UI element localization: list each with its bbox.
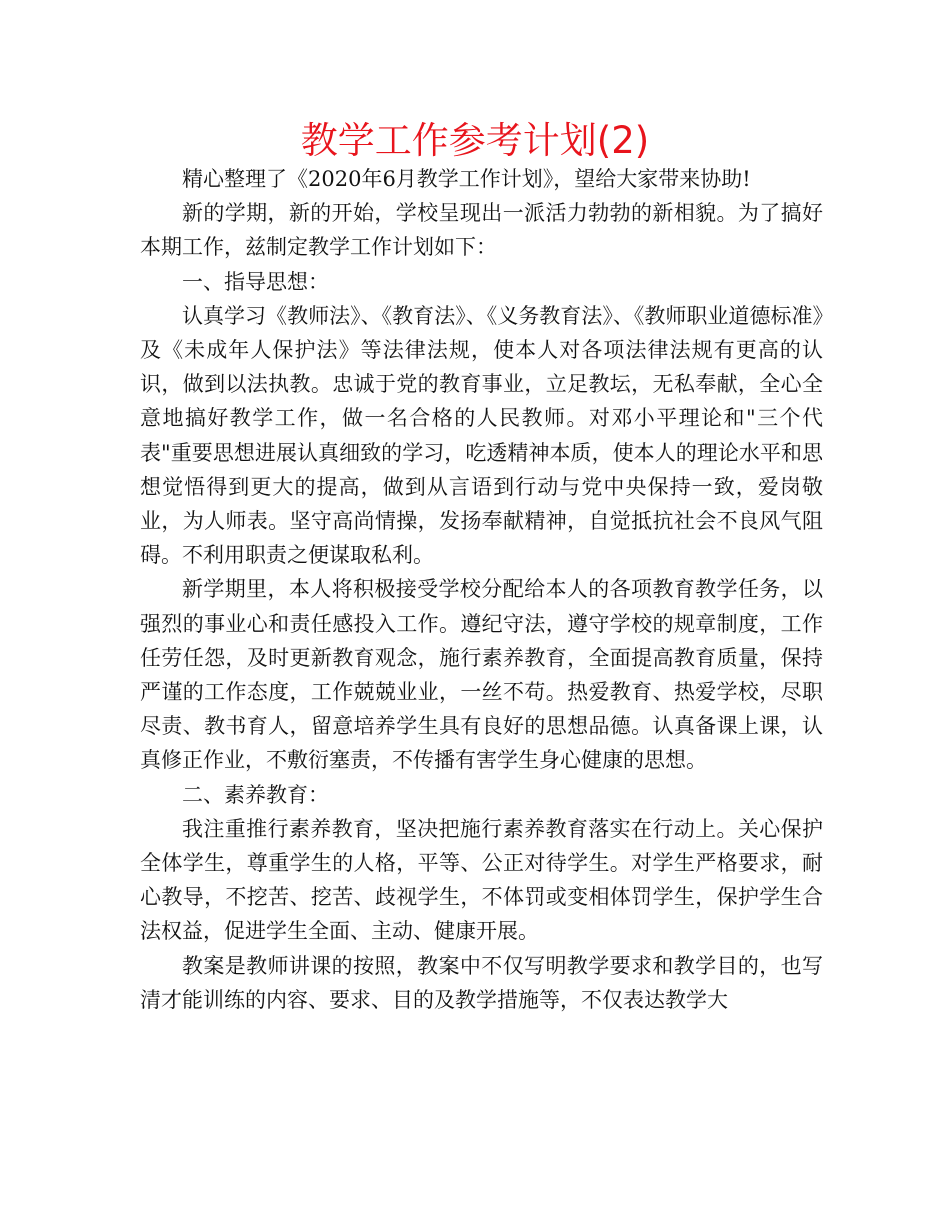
paragraph-quality-education: 我注重推行素养教育，坚决把施行素养教育落实在行动上。关心保护全体学生，尊重学生的人格，平等、公正对待学生。对学生严格要求，耐心教导，不挖苦、挖苦、歧视学生，不体罚或变相体罚学生，保护学生合法权益，促进学生全面、主动、健康开展。	[140, 816, 823, 944]
paragraph-preface: 新的学期，新的开始，学校呈现出一派活力勃勃的新相貌。为了搞好本期工作，兹制定教学工作计划如下：	[140, 201, 823, 260]
section-heading-guiding-thought: 一、指导思想：	[182, 269, 329, 294]
paragraph-lesson-plan: 教案是教师讲课的按照，教案中不仅写明教学要求和教学目的，也写清才能训练的内容、要求、目的及教学措施等，不仅表达教学大	[140, 953, 823, 1012]
paragraph-new-semester: 新学期里，本人将积极接受学校分配给本人的各项教育教学任务，以强烈的事业心和责任感投入工作。遵纪守法，遵守学校的规章制度，工作任劳任怨，及时更新教育观念，施行素养教育，全面提高教育质量，保持严谨的工作态度，工作兢兢业业，一丝不苟。热爱教育、热爱学校，尽职尽责、教书育人，留意培养学生具有良好的思想品德。认真备课上课，认真修正作业，不敷衍塞责，不传播有害学生身心健康的思想。	[140, 577, 823, 773]
paragraph-guiding-thought: 认真学习《教师法》、《教育法》、《义务教育法》、《教师职业道德标准》及《未成年人保护法》等法律法规，使本人对各项法律法规有更高的认识，做到以法执教。忠诚于党的教育事业，立足教坛，无私奉献，全心全意地搞好教学工作，做一名合格的人民教师。对邓小平理论和"三个代表"重要思想进展认真细致的学习，吃透精神本质，使本人的理论水平和思想觉悟得到更大的提高，做到从言语到行动与党中央保持一致，爱岗敬业，为人师表。坚守高尚情操，发扬奉献精神，自觉抵抗社会不良风气阻碍。不利用职责之便谋取私利。	[140, 303, 823, 568]
paragraph-intro: 精心整理了《2020年6月教学工作计划》，望给大家带来协助!	[182, 167, 751, 191]
document-title: 教学工作参考计划(2)	[300, 119, 650, 162]
section-heading-quality-education: 二、素养教育：	[182, 782, 329, 807]
document-body	[140, 162, 823, 1017]
